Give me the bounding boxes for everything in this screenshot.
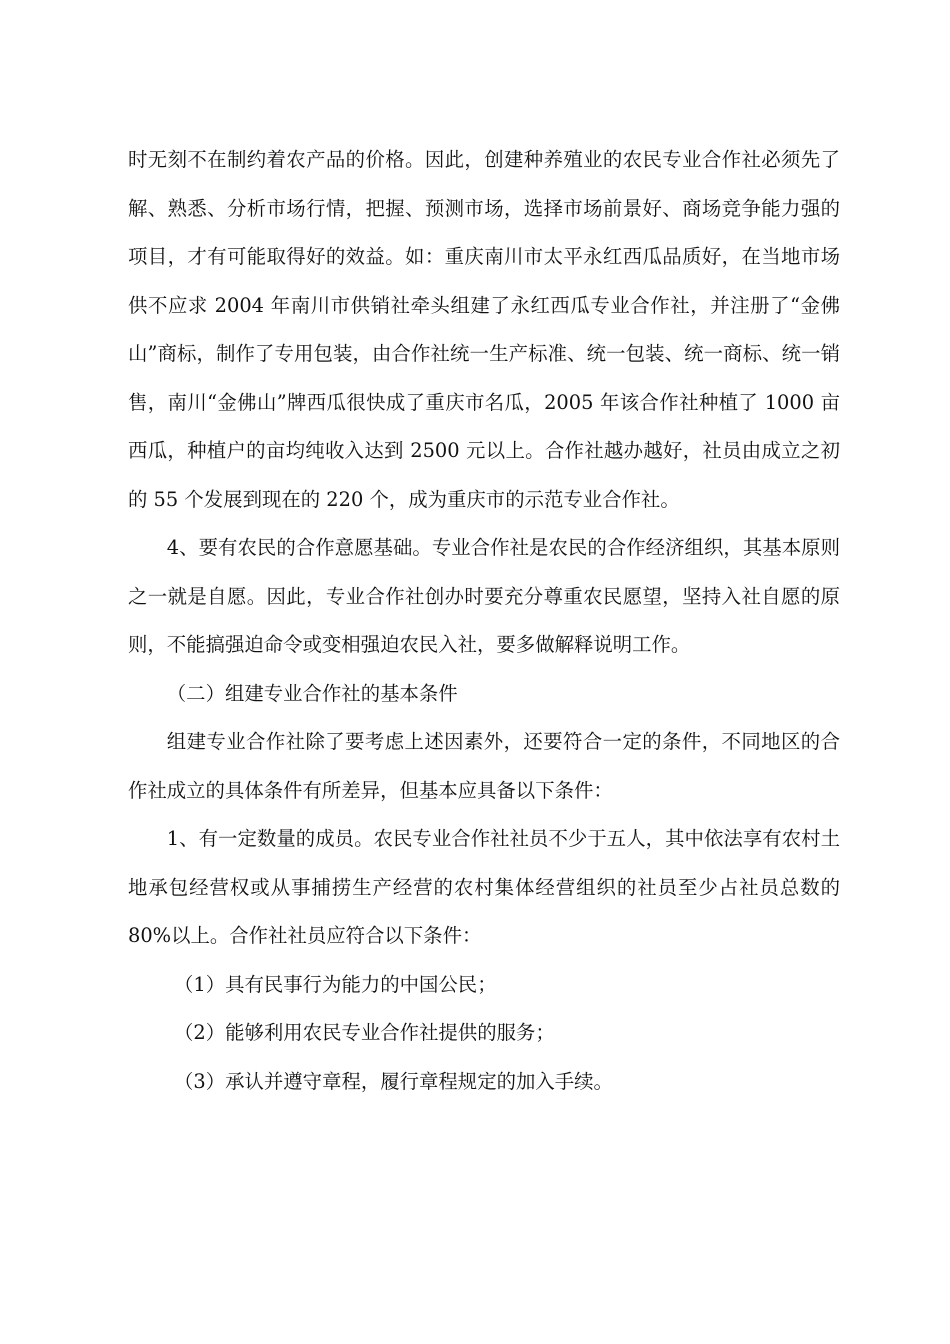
- document-page: [128, 136, 840, 1106]
- list-item: （3）承认并遵守章程，履行章程规定的加入手续。: [174, 1069, 613, 1093]
- list-item: （2）能够利用农民专业合作社提供的服务；: [174, 1021, 555, 1044]
- list-item: （1）具有民事行为能力的中国公民；: [174, 972, 497, 996]
- paragraph-market-example: 时无刻不在制约着农产品的价格。因此，创建种养殖业的农民专业合作社必须先了解、熟悉、分析市场行情，把握、预测市场，选择市场前景好、商场竞争能力强的项目，才有可能取得好的效益。如：重庆南川市太平永红西瓜品质好，在当地市场供不应求 2004 年南川市供销社牵头组建了永红西瓜专业合作社，并注册了“金佛山”商标，制作了专用包装，由合作社统一生产标准、统一包装、统一商标、统一销售，南川“金佛山”牌西瓜很快成了重庆市名瓜，2005 年该合作社种植了 1000 亩西瓜，种植户的亩均纯收入达到 2500 元以上。合作社越办越好，社员由成立之初的 55 个发展到现在的 220 个，成为重庆市的示范专业合作社。: [128, 148, 840, 511]
- paragraph-cooperation-willingness: 4、要有农民的合作意愿基础。专业合作社是农民的合作经济组织，其基本原则之一就是自愿。因此，专业合作社创办时要充分尊重农民愿望，坚持入社自愿的原则，不能搞强迫命令或变相强迫农民入社，要多做解释说明工作。: [128, 536, 840, 656]
- paragraph-member-count: 1、有一定数量的成员。农民专业合作社社员不少于五人，其中依法享有农村土地承包经营权或从事捕捞生产经营的农村集体经营组织的社员至少占社员总数的 80%以上。合作社社员应符合以下条件：: [128, 827, 840, 947]
- section-heading-basic-conditions: （二）组建专业合作社的基本条件: [166, 681, 458, 705]
- paragraph-conditions-intro: 组建专业合作社除了要考虑上述因素外，还要符合一定的条件，不同地区的合作社成立的具体条件有所差异，但基本应具备以下条件：: [128, 730, 840, 802]
